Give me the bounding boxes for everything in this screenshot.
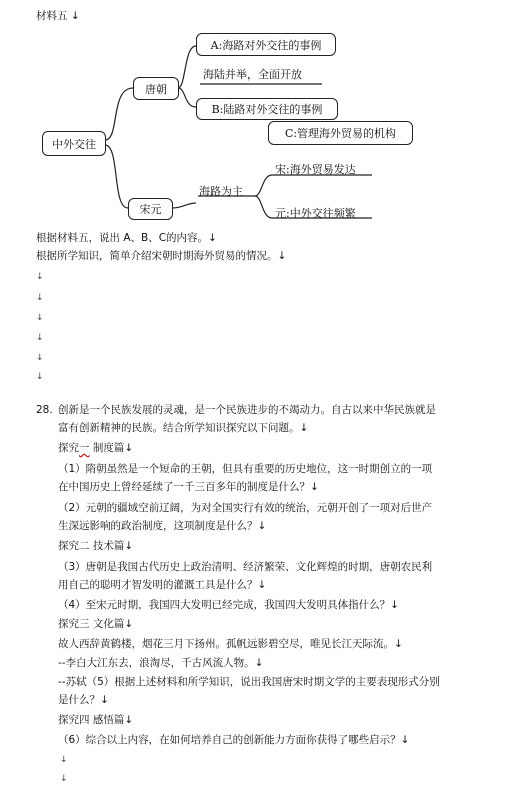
q4-line: （4）至宋元时期，我国四大发明已经完成，我国四大发明具体指什么？↓: [58, 599, 399, 611]
q28-intro-2: 富有创新精神的民族。结合所学知识探究以下问题。↓: [58, 422, 309, 434]
tang-note: 海陆并举，全面开放: [203, 68, 302, 81]
q1-line-1: （1）隋朝虽然是一个短命的王朝，但具有重要的历史地位，这一时期创立的一项: [58, 463, 433, 475]
section-4-heading: 探究四 感悟篇↓: [58, 714, 134, 726]
q2-line-1: （2）元朝的疆域空前辽阔，为对全国实行有效的统治，元朝开创了一项对后世产: [58, 502, 433, 514]
root-node: 中外交往: [42, 131, 106, 156]
return-mark: ↓: [36, 372, 44, 382]
box-c: C:管理海外贸易的机构: [268, 121, 413, 145]
song-main: 海路为主: [199, 185, 243, 198]
return-mark: ↓: [36, 333, 44, 343]
box-b: B:陆路对外交往的事例: [196, 98, 338, 120]
poem-line-1: 故人西辞黄鹤楼，烟花三月下扬州。孤帆远影碧空尽，唯见长江天际流。↓: [58, 638, 403, 650]
return-mark: ↓: [60, 755, 68, 765]
songyuan-node: 宋元: [128, 198, 173, 220]
poem-line-2: --李白大江东去，浪淘尽，千古风流人物。↓: [58, 657, 264, 669]
section-3-heading: 探究三 文化篇↓: [58, 618, 134, 630]
section-1-title: 制度篇↓: [89, 442, 134, 454]
yuan-line: 元:中外交往频繁: [275, 207, 356, 220]
q5-line-2: 是什么？↓: [58, 694, 109, 706]
return-mark: ↓: [36, 293, 44, 303]
q5-line-1: --苏轼（5）根据上述材料和所学知识，说出我国唐宋时期文学的主要表现形式分别: [58, 676, 440, 688]
q3-line-2: 用自己的聪明才智发明的灌溉工具是什么？↓: [58, 579, 267, 591]
material-heading: 材料五 ↓: [36, 10, 80, 22]
return-mark: ↓: [36, 272, 44, 282]
question-line-2: 根据所学知识，简单介绍宋朝时期海外贸易的情况。↓: [36, 250, 287, 262]
section-1-heading: [58, 442, 133, 455]
section-2-heading: 探究二 技术篇↓: [58, 540, 134, 552]
song-line: 宋:海外贸易发达: [275, 163, 356, 176]
tang-node: 唐朝: [133, 77, 179, 100]
q6-line: （6）综合以上内容，在如何培养自己的创新能力方面你获得了哪些启示？↓: [58, 734, 410, 746]
q3-line-1: （3）唐朝是我国古代历史上政治清明、经济繁荣、文化辉煌的时期，唐朝农民利: [58, 561, 433, 573]
return-mark: ↓: [36, 313, 44, 323]
q28-intro-1: 创新是一个民族发展的灵魂，是一个民族进步的不竭动力。自古以来中华民族就是: [58, 404, 436, 416]
q1-line-2: 在中国历史上曾经延续了一千三百多年的制度是什么？↓: [58, 481, 319, 493]
return-mark: ↓: [36, 353, 44, 363]
section-1-number: 一: [79, 442, 90, 454]
q2-line-2: 生深远影响的政治制度，这项制度是什么？↓: [58, 520, 267, 532]
section-1-prefix: 探究: [58, 442, 79, 454]
question-line-1: 根据材料五，说出 A、B、C的内容。↓: [36, 232, 217, 244]
q28-number: 28.: [36, 404, 53, 416]
box-a: A:海路对外交往的事例: [196, 33, 336, 56]
return-mark: ↓: [60, 774, 68, 784]
